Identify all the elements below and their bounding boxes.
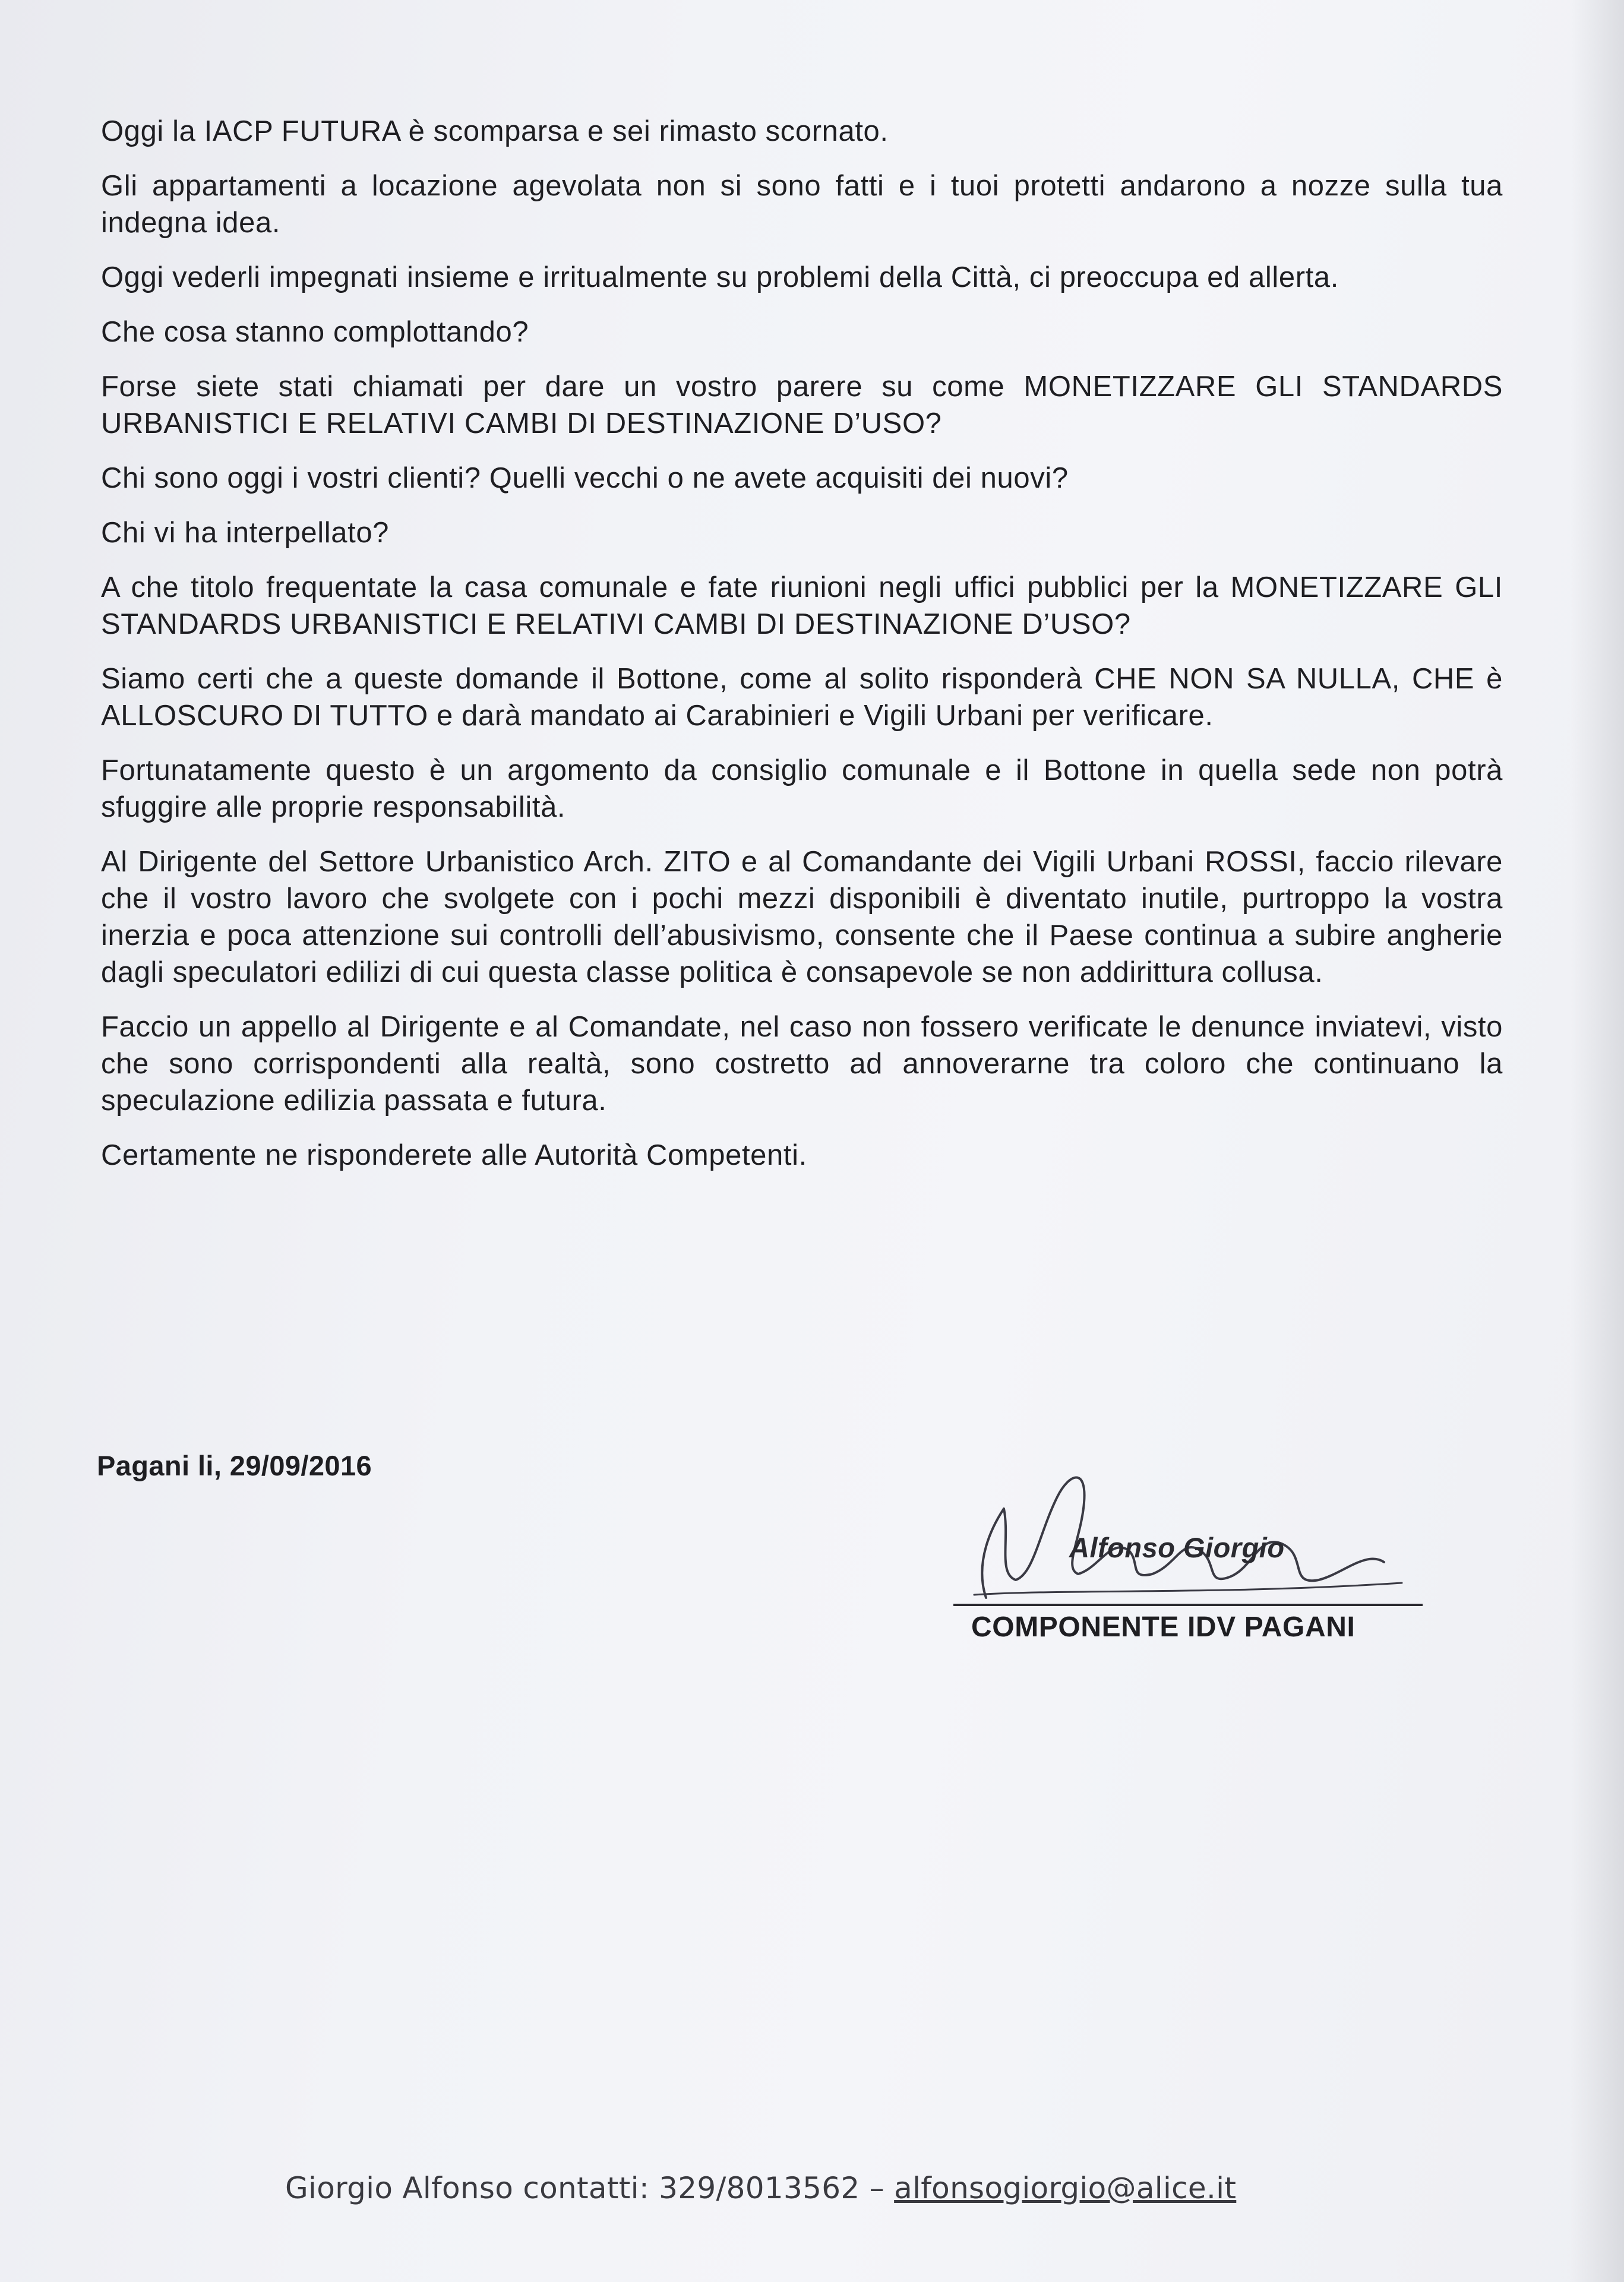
paragraph-2: Gli appartamenti a locazione agevolata non si sono fatti e i tuoi protetti andarono a nozze sulla tua indegna idea.	[101, 170, 1503, 239]
paragraph-13: Certamente ne risponderete alle Autorità Competenti.	[101, 1139, 807, 1171]
paragraph-8: A che titolo frequentate la casa comunale e fate riunioni negli uffici pubblici per la MONETIZZARE GLI STANDARDS URBANISTICI E RELATIVI CAMBI DI DESTINAZIONE D’USO?	[101, 571, 1503, 640]
paragraph-1: Oggi la IACP FUTURA è scomparsa e sei rimasto scornato.	[101, 115, 889, 147]
paragraph-11: Al Dirigente del Settore Urbanistico Arch. ZITO e al Comandante dei Vigili Urbani ROSSI, faccio rilevare che il vostro lavoro che svolgete con i pochi mezzi disponibili è diventato inutile, purtroppo la vostra inerzia e poca attenzione sui controlli dell’abusivismo, consente che il Paese continua a subire angherie dagli speculatori edilizi di cui questa classe politica è consapevole se non addirittura collusa.	[101, 846, 1503, 988]
contact-footer	[285, 2171, 1236, 2205]
paragraph-10: Fortunatamente questo è un argomento da consiglio comunale e il Bottone in quella sede non potrà sfuggire alle proprie responsabilità.	[101, 754, 1503, 823]
paragraph-3: Oggi vederli impegnati insieme e irritualmente su problemi della Città, ci preoccupa ed allerta.	[101, 261, 1339, 293]
paragraph-6: Chi sono oggi i vostri clienti? Quelli vecchi o ne avete acquisiti dei nuovi?	[101, 462, 1069, 494]
signer-role: COMPONENTE IDV PAGANI	[971, 1611, 1356, 1643]
signature-rule	[953, 1604, 1423, 1606]
letter-body	[101, 113, 1503, 1191]
contact-email-link[interactable]: alfonsogiorgio@alice.it	[894, 2171, 1237, 2205]
contact-text: Giorgio Alfonso contatti: 329/8013562 –	[285, 2171, 895, 2205]
paragraph-7: Chi vi ha interpellato?	[101, 517, 390, 549]
paragraph-12: Faccio un appello al Dirigente e al Comandate, nel caso non fossero verificate le denunce inviatevi, visto che sono corrispondenti alla realtà, sono costretto ad annoverarne tra coloro che continuano la speculazione edilizia passata e futura.	[101, 1011, 1503, 1117]
date-line: Pagani li, 29/09/2016	[97, 1450, 372, 1481]
signer-name: Alfonso Giorgio	[1069, 1532, 1285, 1563]
paragraph-5: Forse siete stati chiamati per dare un vostro parere su come MONETIZZARE GLI STANDARDS URBANISTICI E RELATIVI CAMBI DI DESTINAZIONE D’USO?	[101, 371, 1503, 440]
page-edge-shadow	[1571, 0, 1624, 2282]
paragraph-4: Che cosa stanno complottando?	[101, 316, 529, 348]
paragraph-9: Siamo certi che a queste domande il Bottone, come al solito risponderà CHE NON SA NULLA, CHE è ALLOSCURO DI TUTTO e darà mandato ai Carabinieri e Vigili Urbani per verificare.	[101, 663, 1503, 732]
